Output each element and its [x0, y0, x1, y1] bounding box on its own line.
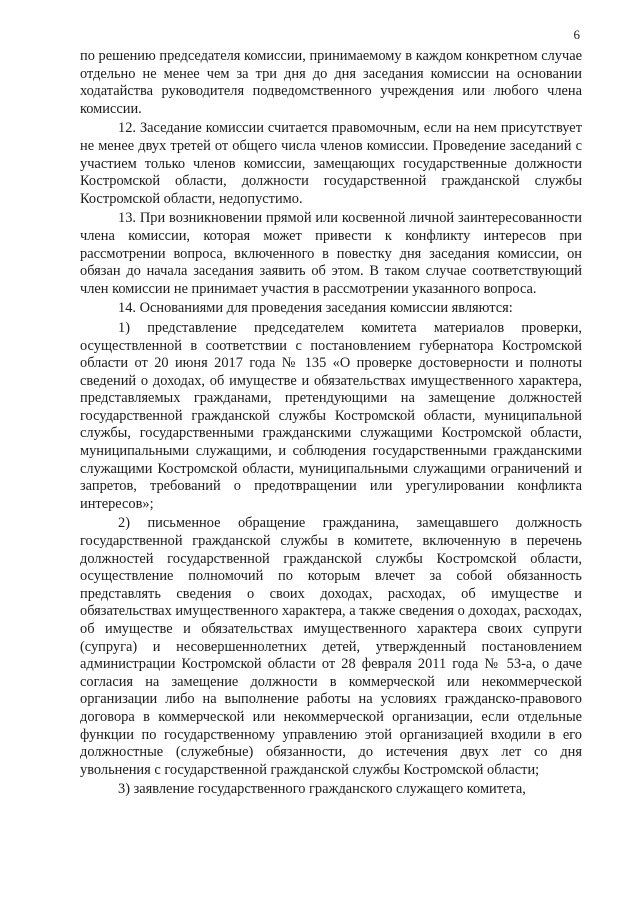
- paragraph-14-item-1: 1) представление председателем комитета материалов проверки, осуществленной в соответствии с постановлением губернатора Костромской области от 20 июня 2017 года № 135 «О проверке достоверности и полноты сведений о доходах, об имуществе и обязательствах имущественного характера, представляемых гражданами, претендующими на замещение должностей государственной гражданской службы Костромской области, муниципальной службы, государственными гражданскими служащими Костромской области, муниципальными служащими, и соблюдения государственными гражданскими служащими Костромской области, муниципальными служащими ограничений и запретов, требований о предотвращении или урегулировании конфликта интересов»;: [80, 319, 582, 512]
- paragraph-continuation: по решению председателя комиссии, принимаемому в каждом конкретном случае отдельно не менее чем за три дня до дня заседания комиссии на основании ходатайства руководителя подведомственного учреждения или любого члена комиссии.: [80, 48, 582, 117]
- paragraph-13: 13. При возникновении прямой или косвенной личной заинтересованности члена комиссии, которая может привести к конфликту интересов при рассмотрении вопроса, включенного в повестку дня заседания комиссии, он обязан до начала заседания заявить об этом. В таком случае соответствующий член комиссии не принимает участия в рассмотрении указанного вопроса.: [80, 210, 582, 297]
- paragraph-14-item-3: 3) заявление государственного гражданского служащего комитета,: [118, 781, 526, 798]
- paragraph-12: 12. Заседание комиссии считается правомочным, если на нем присутствует не менее двух третей от общего числа членов комиссии. Проведение заседаний с участием только членов комиссии, замещающих государственные должности Костромской области, должности государственной гражданской службы Костромской области, недопустимо.: [80, 120, 582, 207]
- paragraph-14: 14. Основаниями для проведения заседания комиссии являются:: [118, 300, 513, 317]
- paragraph-14-item-2: 2) письменное обращение гражданина, замещавшего должность государственной гражданской службы в комитете, включенную в перечень должностей государственной гражданской службы Костромской области, осуществление полномочий по которым влечет за собой обязанность представлять сведения о своих доходах, расходах, об имуществе и обязательствах имущественного характера, а также сведения о доходах, расходах, об имуществе и обязательствах имущественного характера своих супруги (супруга) и несовершеннолетних детей, утвержденный постановлением администрации Костромской области от 28 февраля 2011 года № 53-а, о даче согласия на замещение должности в коммерческой или некоммерческой организации либо на выполнение работы на условиях гражданско-правового договора в коммерческой или некоммерческой организации, если отдельные функции по государственному управлению этой организацией входили в его должностные (служебные) обязанности, до истечения двух лет со дня увольнения с государственной гражданской службы Костромской области;: [80, 515, 582, 778]
- page-number: 6: [573, 27, 580, 42]
